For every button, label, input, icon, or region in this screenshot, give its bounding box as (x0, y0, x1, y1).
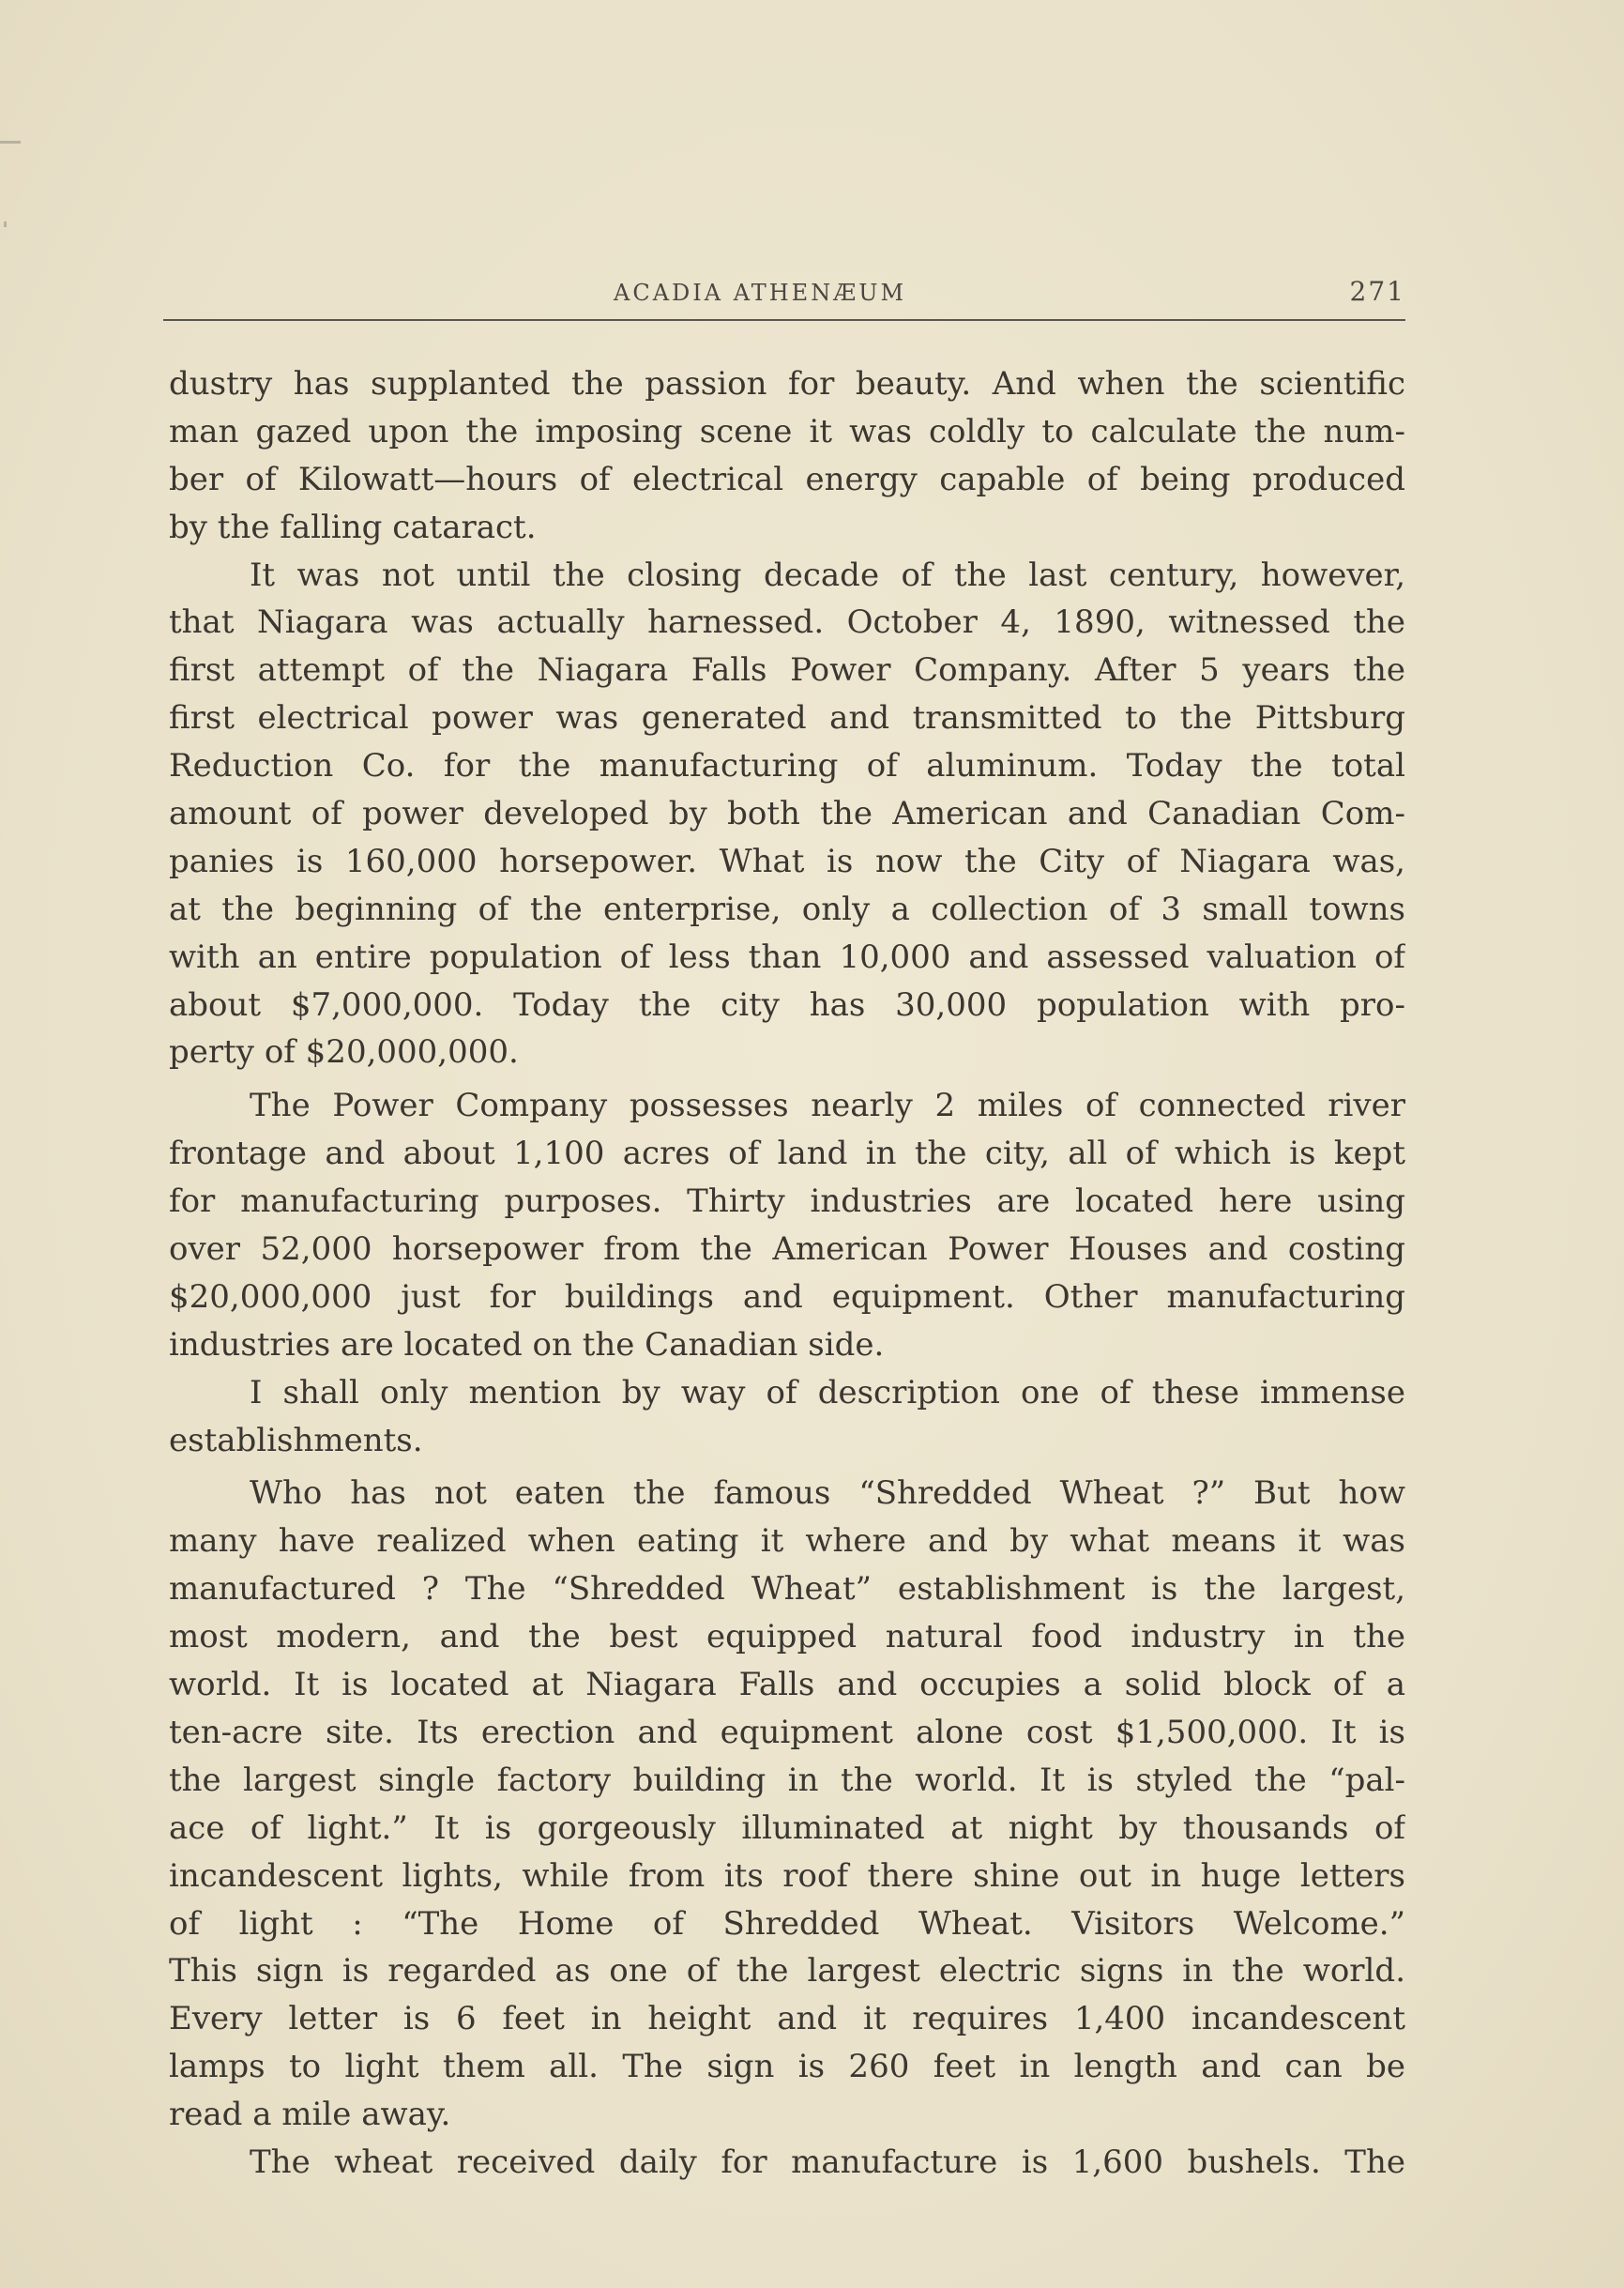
text-line: Every letter is 6 feet in height and it requires 1,400 incandescent (169, 2000, 1405, 2038)
text-line: ten-acre site. Its erection and equipment alone cost $1,500,000. It is (169, 1713, 1405, 1751)
text-line: dustry has supplanted the passion for beauty. And when the scientific (169, 365, 1405, 403)
text-line: frontage and about 1,100 acres of land in the city, all of which is kept (169, 1135, 1405, 1173)
text-line: first attempt of the Niagara Falls Power Company. After 5 years the (169, 651, 1405, 690)
text-line: I shall only mention by way of description one of these immense (250, 1373, 1405, 1411)
running-title: ACADIA ATHENÆUM (614, 280, 907, 306)
text-line: over 52,000 horsepower from the American Power Houses and costing (169, 1230, 1405, 1269)
text-line: The wheat received daily for manufacture is 1,600 bushels. The (250, 2143, 1405, 2181)
header-rule (163, 319, 1405, 321)
page-number: 271 (1349, 276, 1405, 307)
text-line: panies is 160,000 horsepower. What is now the City of Niagara was, (169, 842, 1405, 880)
text-line: The Power Company possesses nearly 2 miles of connected river (250, 1087, 1405, 1125)
text-line: most modern, and the best equipped natural food industry in the (169, 1618, 1405, 1656)
body-text (169, 360, 1405, 2187)
text-line: the largest single factory building in the world. It is styled the “pal- (169, 1761, 1405, 1799)
text-line: by the falling cataract. (169, 508, 537, 546)
text-line: about $7,000,000. Today the city has 30,000 population with pro- (169, 985, 1405, 1024)
text-line: of light : “The Home of Shredded Wheat. Visitors Welcome.” (169, 1904, 1405, 1943)
text-line: industries are located on the Canadian side. (169, 1325, 885, 1364)
text-line: manufactured ? The “Shredded Wheat” establishment is the largest, (169, 1570, 1405, 1609)
text-line: that Niagara was actually harnessed. October 4, 1890, witnessed the (169, 603, 1405, 642)
text-line: ber of Kilowatt—hours of electrical energy capable of being produced (169, 460, 1405, 498)
text-line: $20,000,000 just for buildings and equipment. Other manufacturing (169, 1277, 1405, 1316)
scan-mark (0, 141, 21, 144)
text-line: at the beginning of the enterprise, only a collection of 3 small towns (169, 890, 1405, 928)
text-line: ace of light.” It is gorgeously illuminated at night by thousands of (169, 1808, 1405, 1847)
text-line: read a mile away. (169, 2096, 451, 2134)
text-line: Who has not eaten the famous “Shredded Wheat ?” But how (250, 1474, 1405, 1513)
text-line: for manufacturing purposes. Thirty industries are located here using (169, 1182, 1405, 1221)
text-line: world. It is located at Niagara Falls and occupies a solid block of a (169, 1666, 1405, 1704)
text-line: with an entire population of less than 10,000 and assessed valuation of (169, 938, 1405, 976)
text-line: amount of power developed by both the American and Canadian Com- (169, 795, 1405, 833)
text-line: incandescent lights, while from its roof there shine out in huge letters (169, 1856, 1405, 1895)
scan-mark (4, 221, 7, 227)
text-line: man gazed upon the imposing scene it was coldly to calculate the num- (169, 412, 1405, 450)
text-line: establishments. (169, 1421, 423, 1459)
page-header (163, 272, 1405, 325)
text-line: lamps to light them all. The sign is 260 feet in length and can be (169, 2048, 1405, 2086)
text-line: perty of $20,000,000. (169, 1033, 519, 1072)
text-line: This sign is regarded as one of the largest electric signs in the world. (169, 1952, 1405, 1991)
text-line: Reduction Co. for the manufacturing of aluminum. Today the total (169, 747, 1405, 786)
text-line: It was not until the closing decade of the last century, however, (250, 556, 1405, 594)
text-line: first electrical power was generated and transmitted to the Pittsburg (169, 699, 1405, 738)
text-line: many have realized when eating it where and by what means it was (169, 1522, 1405, 1561)
